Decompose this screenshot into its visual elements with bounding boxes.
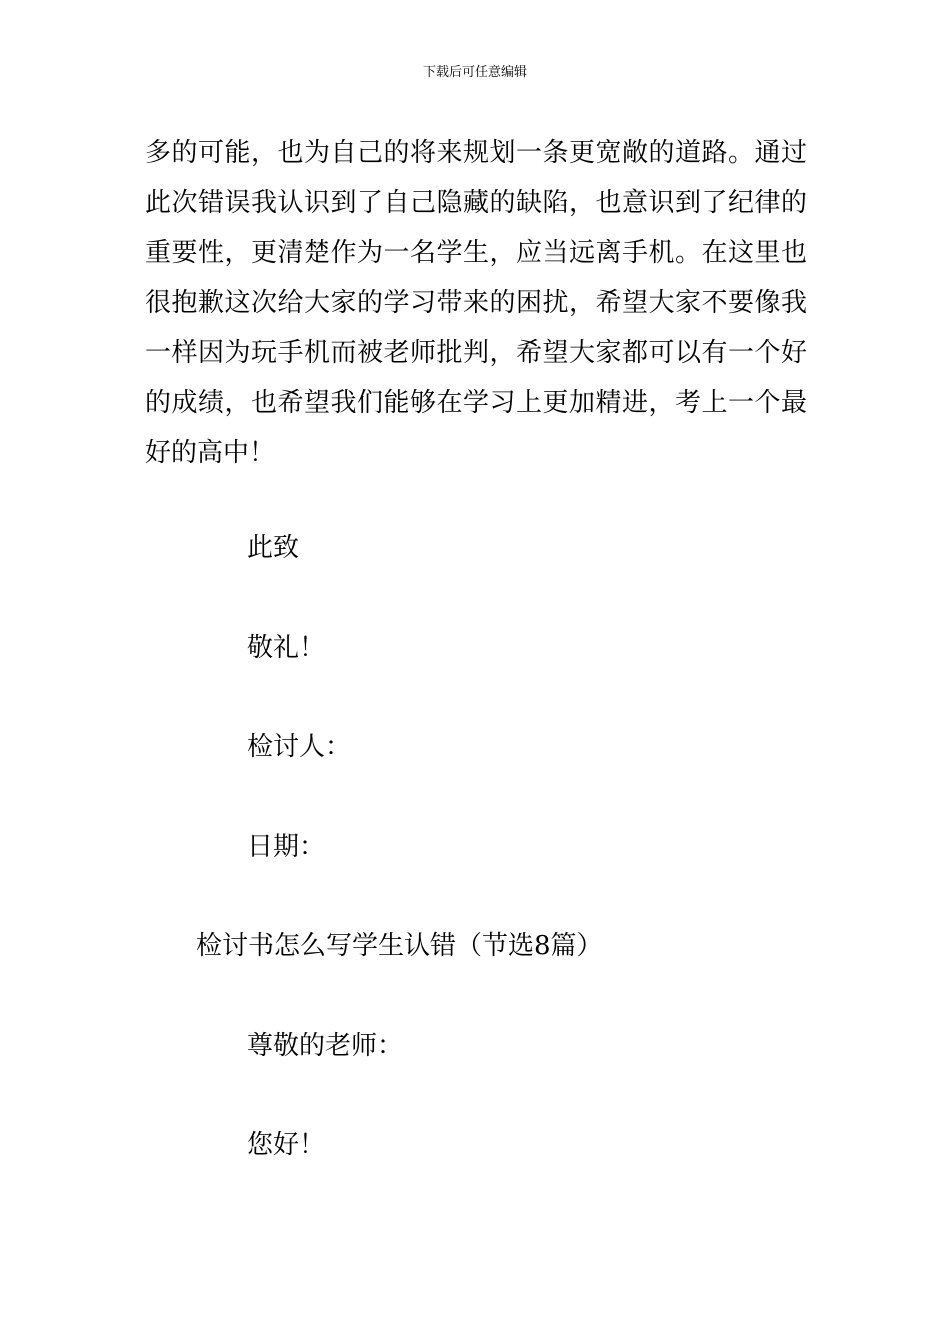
closing-line-2: 敬礼！	[247, 633, 326, 663]
signer-label: 检讨人：	[247, 732, 352, 762]
closing-line-1: 此致	[247, 533, 300, 563]
page-header: 下载后可任意编辑	[422, 65, 527, 80]
greeting: 您好！	[247, 1130, 326, 1160]
date-label: 日期：	[247, 832, 326, 862]
section-title: 检讨书怎么写学生认错（节选8篇）	[196, 931, 603, 961]
body-paragraph: 多的可能，也为自己的将来规划一条更宽敞的道路。通过此次错误我认识到了自己隐藏的缺陷，也意识到了纪律的重要性，更清楚作为一名学生，应当远离手机。在这里也很抱歉这次给大家的学习带来的困扰，希望大家不要像我一样因为玩手机而被老师批判，希望大家都可以有一个好的成绩，也希望我们能够在学习上更加精进，考上一个最好的高中！	[145, 138, 807, 468]
salutation: 尊敬的老师：	[247, 1031, 404, 1061]
